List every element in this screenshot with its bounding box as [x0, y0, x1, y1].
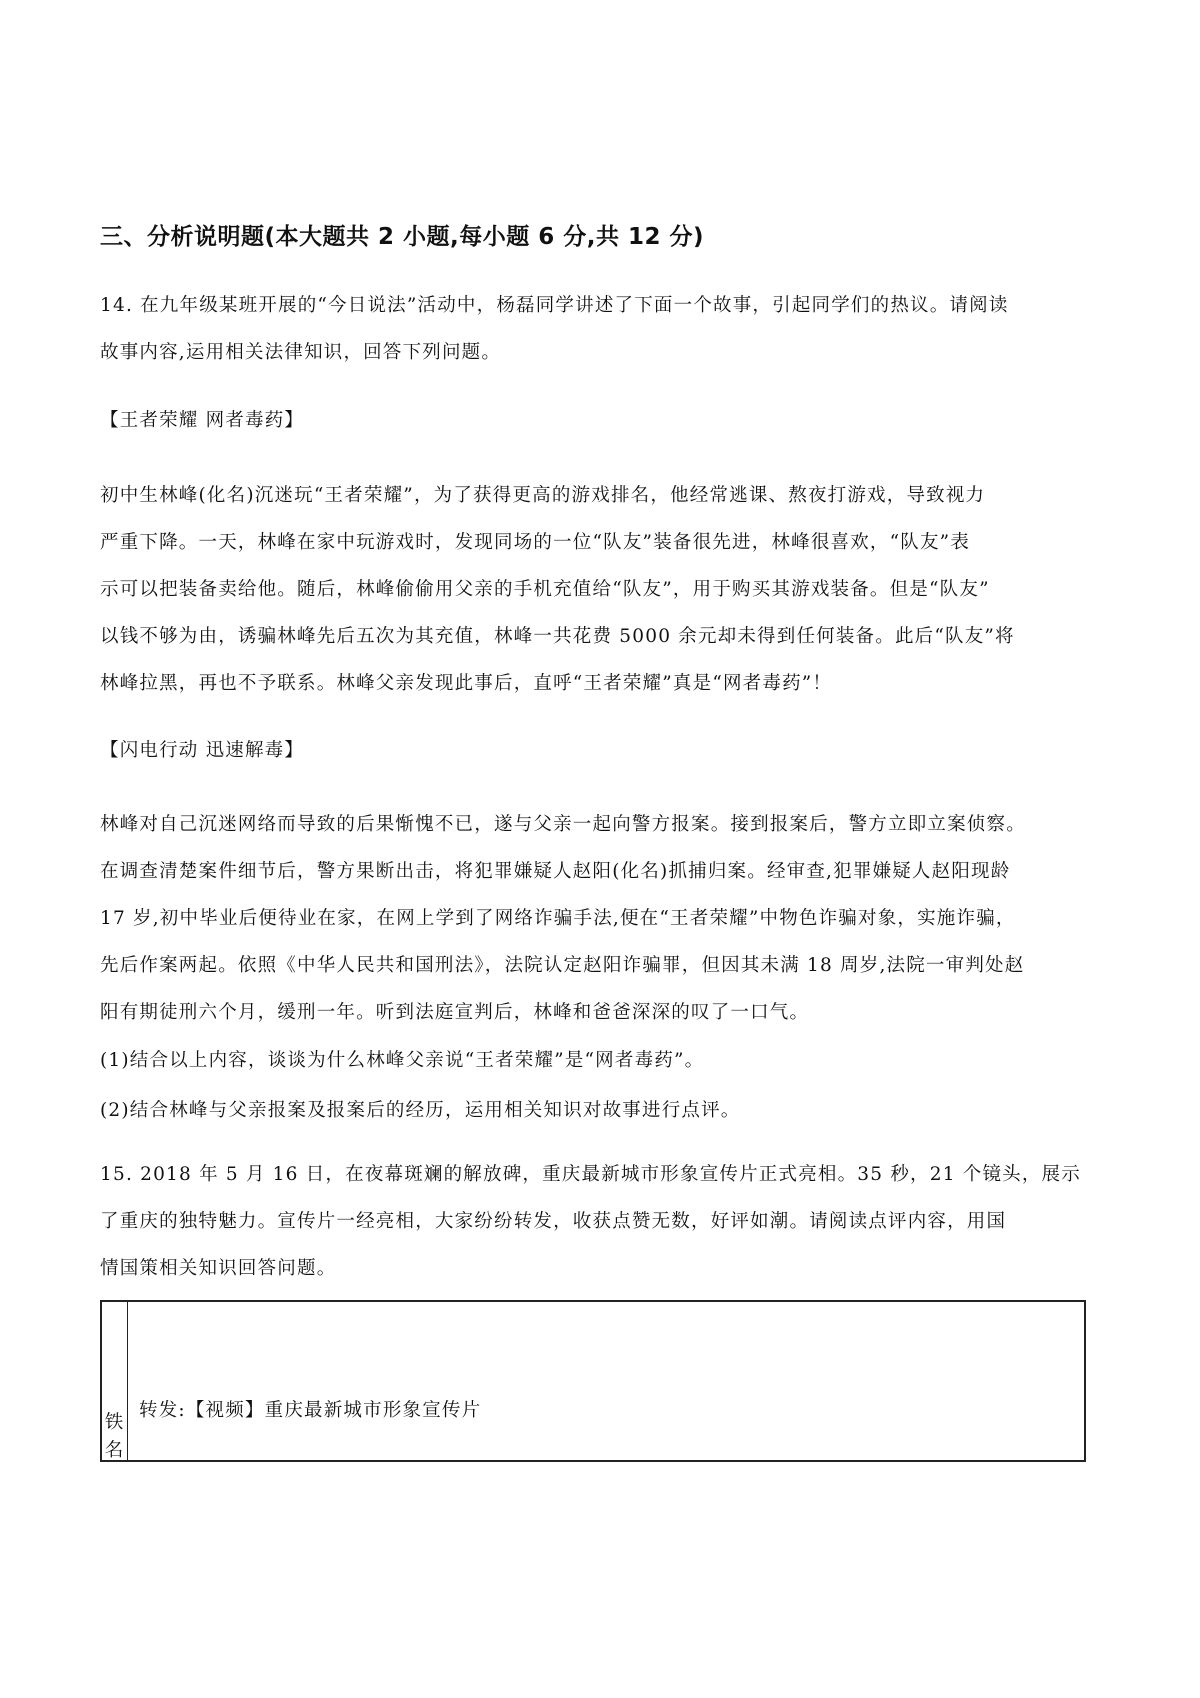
q14-question-1: (1)结合以上内容，谈谈为什么林峰父亲说“王者荣耀”是“网者毒药”。: [100, 1050, 705, 1071]
q14-part1-line: 初中生林峰(化名)沉迷玩“王者荣耀”，为了获得更高的游戏排名，他经常逃课、熬夜打游戏，导致视力: [100, 485, 986, 506]
q14-part1-text: [100, 472, 1100, 707]
q14-part2-line: 17 岁,初中毕业后便待业在家，在网上学到了网络诈骗手法,便在“王者荣耀”中物色诈骗对象，实施诈骗，: [100, 908, 1016, 929]
repost-text: 转发:【视频】重庆最新城市形象宣传片: [139, 1400, 482, 1421]
side-label-bottom: 名: [104, 1440, 124, 1461]
q15-intro-line: 15. 2018 年 5 月 16 日，在夜幕斑斓的解放碑，重庆最新城市形象宣传片正式亮相。35 秒，21 个镜头，展示: [100, 1164, 1081, 1185]
section-heading: 三、分析说明题(本大题共 2 小题,每小题 6 分,共 12 分): [100, 224, 705, 250]
exam-page: [100, 0, 1100, 1698]
q14-intro: [100, 282, 1100, 376]
q14-part1-line: 严重下降。一天，林峰在家中玩游戏时，发现同场的一位“队友”装备很先进，林峰很喜欢，“队友”表: [100, 532, 971, 553]
q14-intro-line: 故事内容,运用相关法律知识，回答下列问题。: [100, 342, 502, 363]
q14-part2-title: 【闪电行动 迅速解毒】: [100, 740, 305, 761]
q14-part2-line: 林峰对自己沉迷网络而导致的后果惭愧不已，遂与父亲一起向警方报案。接到报案后，警方立即立案侦察。: [100, 814, 1026, 835]
q15-intro-line: 情国策相关知识回答问题。: [100, 1258, 337, 1279]
q14-part2-line: 在调查清楚案件细节后，警方果断出击，将犯罪嫌疑人赵阳(化名)抓捕归案。经审查,犯罪嫌疑人赵阳现龄: [100, 861, 1011, 882]
q14-part2-line: 先后作案两起。依照《中华人民共和国刑法》，法院认定赵阳诈骗罪，但因其未满 18 周岁,法院一审判处赵: [100, 955, 1025, 976]
comment-table: [100, 1300, 1086, 1462]
q14-part2-text: [100, 801, 1100, 1036]
q14-question-2: (2)结合林峰与父亲报案及报案后的经历，运用相关知识对故事进行点评。: [100, 1100, 741, 1121]
q14-part1-title: 【王者荣耀 网者毒药】: [100, 410, 305, 431]
q14-part1-line: 示可以把装备卖给他。随后，林峰偷偷用父亲的手机充值给“队友”，用于购买其游戏装备。但是“队友”: [100, 579, 990, 600]
q14-part1-line: 林峰拉黑，再也不予联系。林峰父亲发现此事后，直呼“王者荣耀”真是“网者毒药”！: [100, 673, 833, 694]
q14-part2-line: 阳有期徒刑六个月，缓刑一年。听到法庭宣判后，林峰和爸爸深深的叹了一口气。: [100, 1002, 810, 1023]
q14-intro-line: 14. 在九年级某班开展的“今日说法”活动中，杨磊同学讲述了下面一个故事，引起同学们的热议。请阅读: [100, 295, 1009, 316]
q15-intro: [100, 1151, 1100, 1292]
q15-intro-line: 了重庆的独特魅力。宣传片一经亮相，大家纷纷转发，收获点赞无数，好评如潮。请阅读点评内容，用国: [100, 1211, 1007, 1232]
q14-part1-line: 以钱不够为由，诱骗林峰先后五次为其充值，林峰一共花费 5000 余元却未得到任何装备。此后“队友”将: [100, 626, 1015, 647]
table-column-divider: [127, 1302, 128, 1460]
side-label-top: 铁: [104, 1412, 124, 1433]
